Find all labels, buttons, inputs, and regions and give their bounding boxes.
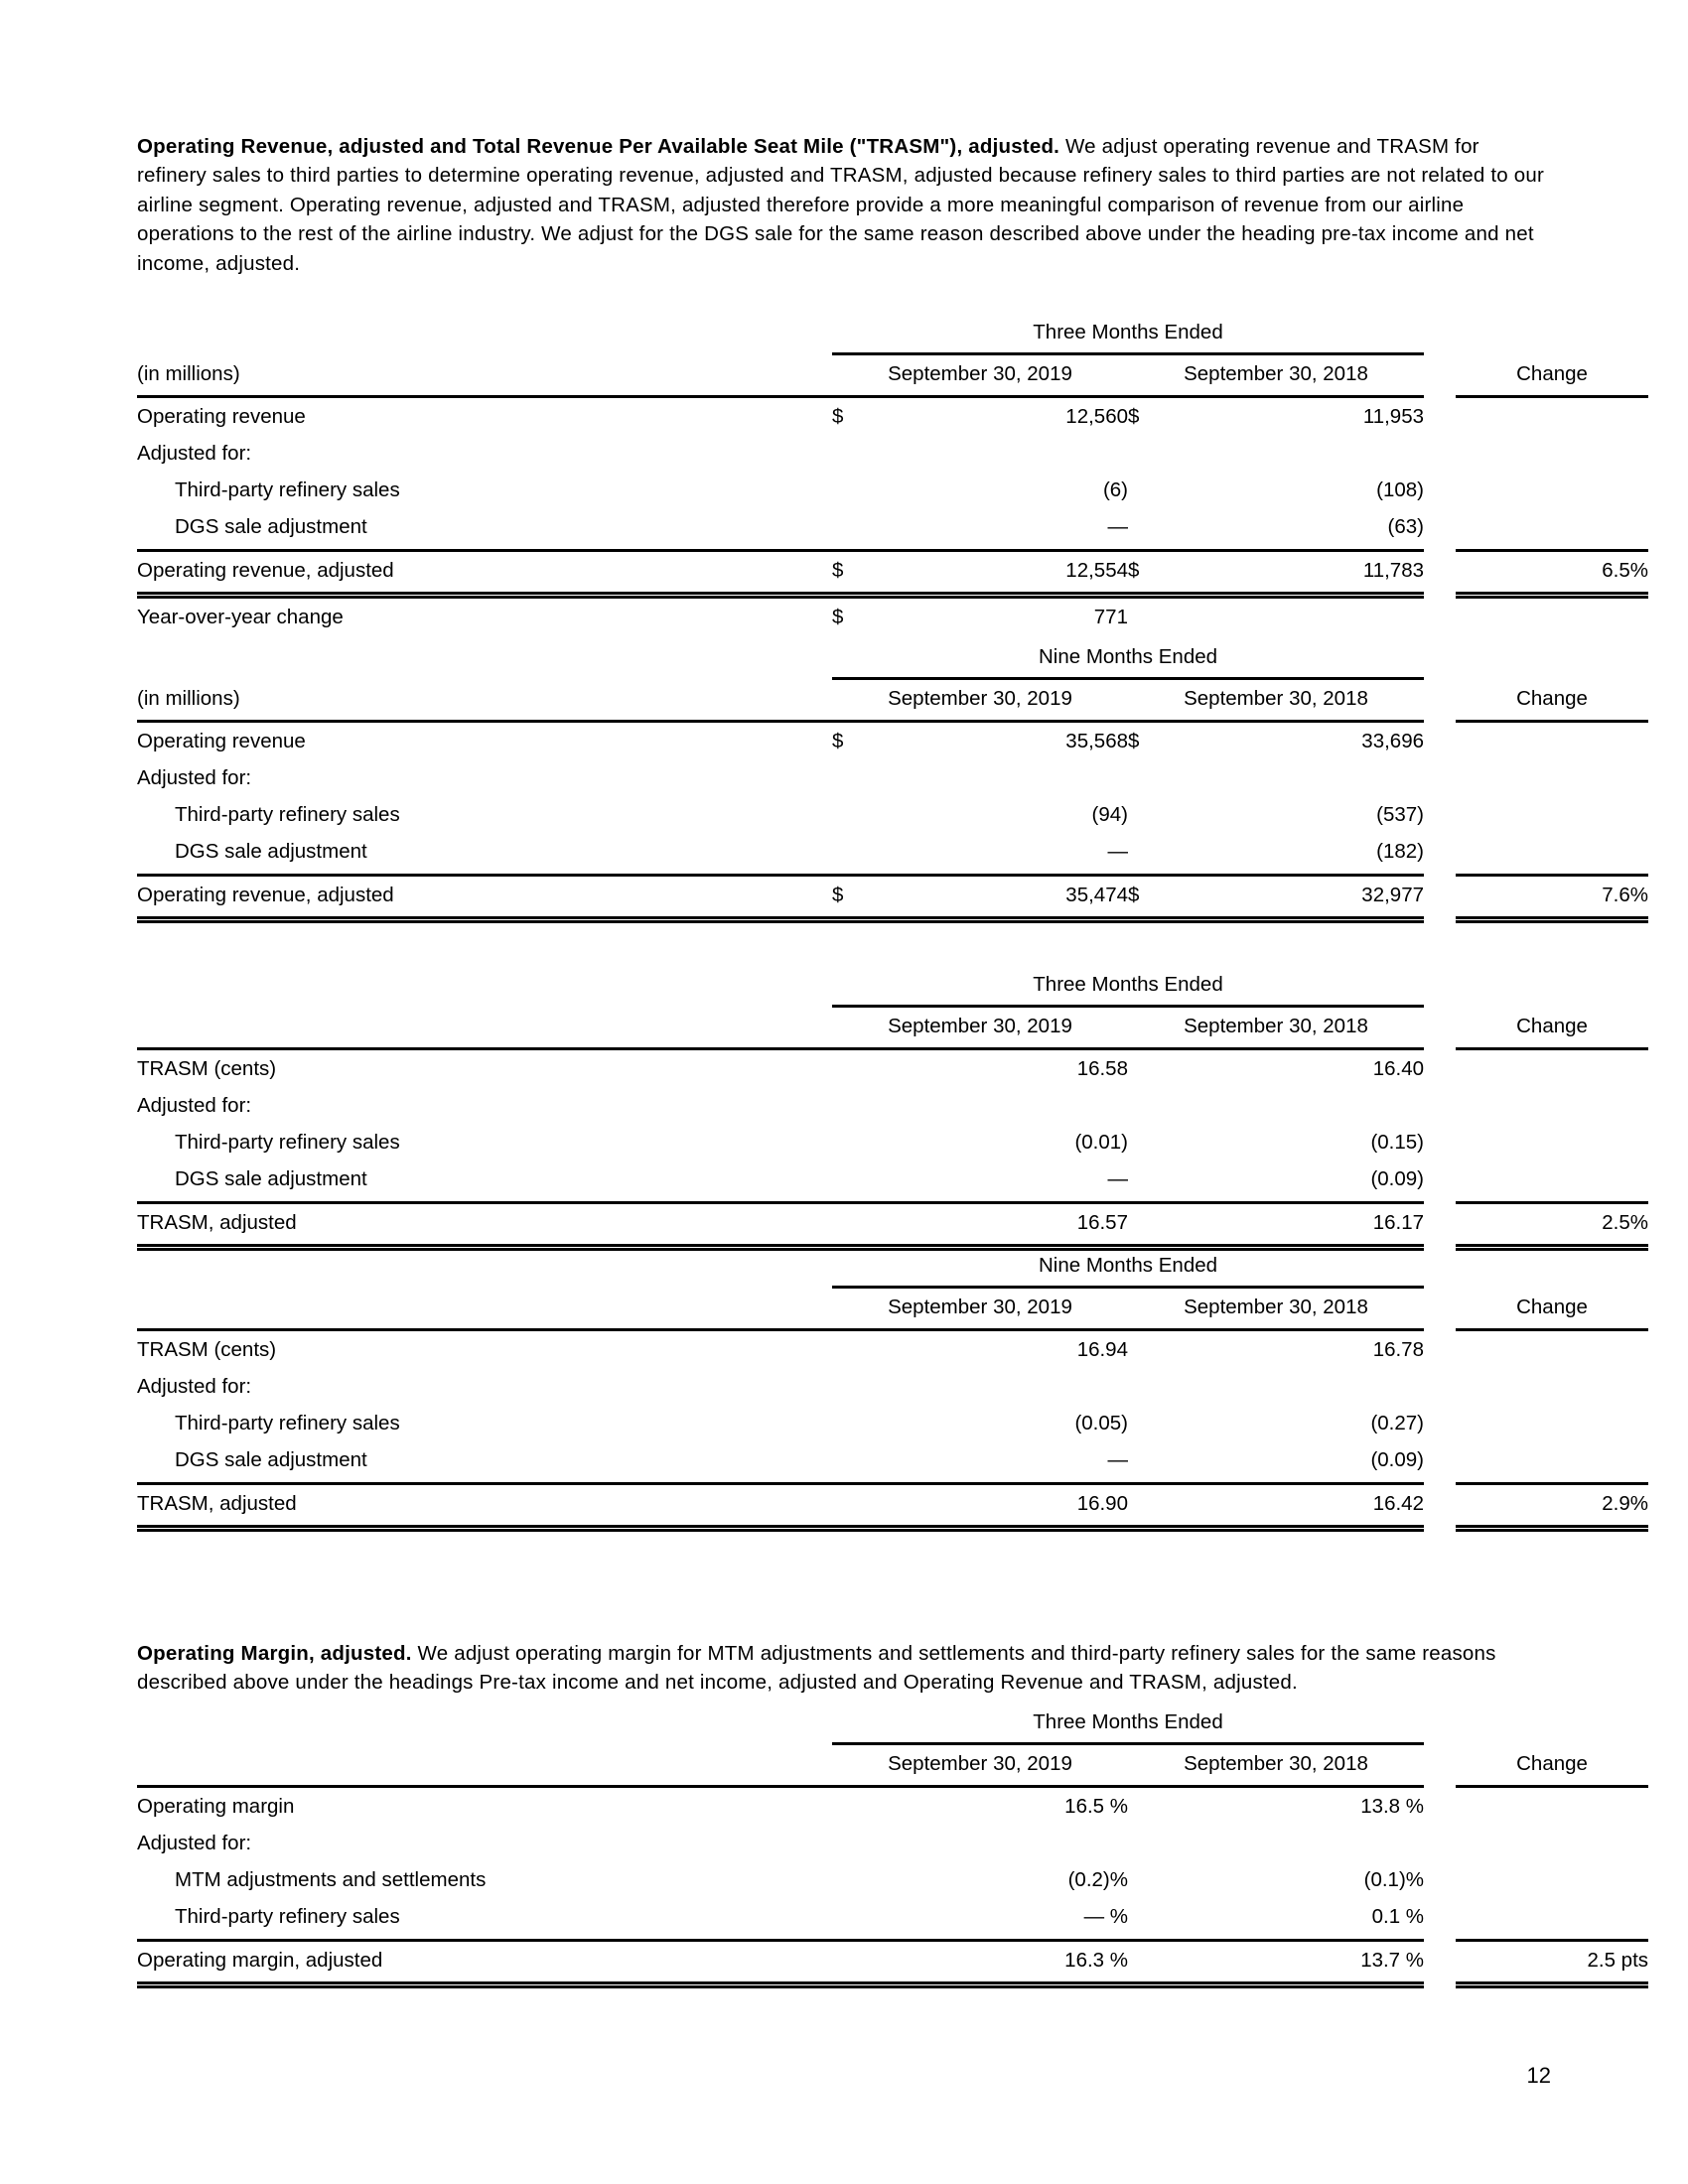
table-operating-revenue-three-months [137, 316, 1648, 635]
table-column-header-row [137, 1289, 1648, 1324]
value-2019: — [1107, 1167, 1128, 1190]
total-top-rule-row [137, 545, 1648, 552]
table-row [137, 508, 1648, 545]
total-label: Operating revenue, adjusted [137, 559, 394, 582]
value-2018: 33,696 [1361, 730, 1424, 752]
total-rule-main [137, 870, 1424, 877]
row-label: DGS sale adjustment [175, 1167, 367, 1190]
total-rule-main [137, 1935, 1424, 1942]
header-rule-change [1456, 1324, 1648, 1331]
double-rule-gap [1424, 1522, 1456, 1532]
units-label [137, 1289, 832, 1324]
currency-symbol-2018 [1128, 1160, 1172, 1197]
total-rule-gap [1424, 870, 1456, 877]
row-label: Adjusted for: [137, 1094, 252, 1117]
double-rule-gap [1424, 913, 1456, 923]
total-value-2018: 16.42 [1372, 1492, 1424, 1515]
currency-symbol-2018 [1128, 508, 1172, 545]
header-rule-main [137, 716, 1424, 723]
total-top-rule-row [137, 1197, 1648, 1204]
paragraph-operating-margin [137, 1639, 1549, 1698]
column-header-2018: September 30, 2018 [1184, 362, 1368, 385]
value-change [1456, 796, 1648, 833]
value-change [1456, 759, 1648, 796]
total-top-rule-row [137, 1478, 1648, 1485]
row-label: Third-party refinery sales [175, 478, 400, 501]
value-change [1456, 398, 1648, 435]
header-rule-change [1456, 1043, 1648, 1050]
currency-symbol-2018: $ [1128, 559, 1140, 582]
header-rule-gap [1424, 1043, 1456, 1050]
currency-symbol-2019 [832, 508, 876, 545]
column-header-2018: September 30, 2018 [1184, 1752, 1368, 1775]
currency-symbol-2018 [1128, 833, 1172, 870]
table-row [137, 1087, 1648, 1124]
table-row [137, 1788, 1648, 1825]
value-change [1456, 435, 1648, 472]
total-value-2019: 12,554 [1065, 559, 1128, 582]
total-rule-change [1456, 870, 1648, 877]
table-row [137, 723, 1648, 759]
table-total-row [137, 1485, 1648, 1522]
value-2019: 771 [1093, 606, 1128, 628]
table-row-after-total [137, 599, 1648, 635]
header-rule-gap [1424, 1781, 1456, 1788]
value-2018: (537) [1376, 803, 1424, 826]
total-bottom-rule-row [137, 1979, 1648, 1988]
currency-symbol-2018 [1128, 1405, 1172, 1441]
column-header-change: Change [1516, 1296, 1588, 1318]
value-change [1456, 1861, 1648, 1898]
column-header-change: Change [1516, 1752, 1588, 1775]
value-2018 [1172, 435, 1424, 472]
currency-symbol-2019 [832, 1050, 876, 1087]
total-label: TRASM, adjusted [137, 1492, 297, 1515]
currency-symbol-2019 [832, 1861, 876, 1898]
table-column-header-row [137, 1745, 1648, 1781]
currency-symbol-2018 [1128, 1331, 1172, 1368]
total-value-change: 6.5% [1602, 559, 1649, 582]
paragraph-lead-in: Operating Revenue, adjusted and Total Revenue Per Available Seat Mile ("TRASM"), adjusted. [137, 134, 1060, 158]
currency-symbol-2018 [1128, 1204, 1172, 1241]
column-header-2018: September 30, 2018 [1184, 1296, 1368, 1318]
paragraph-operating-revenue-trasm [137, 132, 1549, 279]
value-2018: (0.09) [1370, 1448, 1424, 1471]
total-bottom-rule-row [137, 913, 1648, 923]
total-rule-change [1456, 545, 1648, 552]
value-2019: — % [1083, 1905, 1128, 1928]
header-rule-gap [1424, 391, 1456, 398]
table-row [137, 1825, 1648, 1861]
row-label: Operating revenue [137, 730, 306, 752]
total-rule-main [137, 1478, 1424, 1485]
value-2018 [1172, 1368, 1424, 1405]
value-2018: (0.1)% [1363, 1868, 1425, 1891]
row-label: Third-party refinery sales [175, 1905, 400, 1928]
total-rule-change [1456, 1935, 1648, 1942]
units-label [137, 1745, 832, 1781]
row-label: DGS sale adjustment [175, 515, 367, 538]
table-group-header-row [137, 1706, 1648, 1739]
value-2018: (108) [1376, 478, 1425, 501]
double-rule-change [1456, 913, 1648, 923]
column-header-change: Change [1516, 1015, 1588, 1037]
currency-symbol-2019 [832, 1788, 876, 1825]
double-rule-main [137, 1522, 1424, 1532]
value-change [1456, 1825, 1648, 1861]
group-title: Three Months Ended [1033, 1710, 1223, 1733]
currency-symbol-2018 [1128, 1368, 1172, 1405]
table-group-header-row [137, 316, 1648, 349]
value-2019: — [1107, 515, 1128, 538]
value-change [1456, 599, 1648, 635]
table-row [137, 1050, 1648, 1087]
row-label: Operating revenue [137, 405, 306, 428]
value-2018 [1172, 1087, 1424, 1124]
value-change [1456, 1368, 1648, 1405]
page-number: 12 [1526, 2063, 1551, 2088]
value-change [1456, 1160, 1648, 1197]
value-2019: 16.58 [1076, 1057, 1128, 1080]
header-rule-main [137, 1324, 1424, 1331]
header-rule-row [137, 1043, 1648, 1050]
value-2019: — [1107, 840, 1128, 863]
total-value-2019: 35,474 [1065, 884, 1128, 906]
total-value-2019: 16.57 [1076, 1211, 1128, 1234]
group-title: Nine Months Ended [1038, 645, 1218, 668]
value-2018: 16.78 [1372, 1338, 1424, 1361]
table-row [137, 796, 1648, 833]
column-header-2019: September 30, 2019 [888, 362, 1072, 385]
currency-symbol-2019 [832, 435, 876, 472]
currency-symbol-2019 [832, 833, 876, 870]
value-change [1456, 723, 1648, 759]
header-rule-main [137, 1043, 1424, 1050]
total-value-2018: 32,977 [1361, 884, 1424, 906]
currency-symbol-2018 [1128, 1861, 1172, 1898]
currency-symbol-2019 [832, 1368, 876, 1405]
header-rule-main [137, 391, 1424, 398]
value-2018: (182) [1376, 840, 1424, 863]
table-trasm-three-months [137, 968, 1648, 1251]
value-2019: (94) [1091, 803, 1128, 826]
currency-symbol-2018 [1128, 1825, 1172, 1861]
double-rule-main [137, 1979, 1424, 1988]
total-value-change: 2.5 pts [1587, 1949, 1649, 1972]
header-rule-change [1456, 716, 1648, 723]
value-2019: (0.01) [1074, 1131, 1128, 1154]
value-change [1456, 1050, 1648, 1087]
currency-symbol-2018 [1128, 1942, 1172, 1979]
value-2018: (63) [1387, 515, 1425, 538]
value-2019: 12,560 [1065, 405, 1128, 428]
units-label: (in millions) [137, 362, 240, 385]
value-2019 [876, 759, 1128, 796]
value-change [1456, 1788, 1648, 1825]
row-label: DGS sale adjustment [175, 840, 367, 863]
column-header-2019: September 30, 2019 [888, 1752, 1072, 1775]
total-value-change: 7.6% [1602, 884, 1648, 906]
total-rule-main [137, 545, 1424, 552]
row-label: MTM adjustments and settlements [175, 1868, 487, 1891]
currency-symbol-2019 [832, 472, 876, 508]
units-label: (in millions) [137, 687, 240, 710]
row-label: DGS sale adjustment [175, 1448, 367, 1471]
value-2018 [1172, 1825, 1424, 1861]
table-total-row [137, 1204, 1648, 1241]
column-header-change: Change [1516, 362, 1588, 385]
total-bottom-rule-row [137, 1522, 1648, 1532]
table-group-header-row [137, 1249, 1648, 1283]
currency-symbol-2019: $ [832, 559, 844, 582]
currency-symbol-2019 [832, 1204, 876, 1241]
currency-symbol-2019 [832, 1485, 876, 1522]
currency-symbol-2019 [832, 1160, 876, 1197]
total-rule-change [1456, 1197, 1648, 1204]
column-header-2019: September 30, 2019 [888, 1296, 1072, 1318]
table-row [137, 1405, 1648, 1441]
column-header-2018: September 30, 2018 [1184, 687, 1368, 710]
currency-symbol-2018 [1128, 1087, 1172, 1124]
double-rule-change [1456, 1979, 1648, 1988]
table-group-header-row [137, 640, 1648, 674]
table-row [137, 1861, 1648, 1898]
table-column-header-row [137, 1008, 1648, 1043]
value-2019: (0.05) [1074, 1412, 1128, 1434]
table-operating-margin-three-months [137, 1706, 1648, 1988]
double-rule-change [1456, 589, 1648, 599]
value-change [1456, 1441, 1648, 1478]
currency-symbol-2018 [1128, 796, 1172, 833]
value-2018: (0.09) [1370, 1167, 1425, 1190]
currency-symbol-2018: $ [1128, 730, 1140, 752]
value-2018: 16.40 [1372, 1057, 1425, 1080]
currency-symbol-2018 [1128, 1050, 1172, 1087]
table-group-header-row [137, 968, 1648, 1002]
value-change [1456, 833, 1648, 870]
currency-symbol-2019: $ [832, 730, 844, 752]
currency-symbol-2019 [832, 796, 876, 833]
value-2019: — [1107, 1448, 1128, 1471]
total-top-rule-row [137, 870, 1648, 877]
row-label: Adjusted for: [137, 442, 252, 465]
table-operating-revenue-nine-months [137, 640, 1648, 923]
table-row [137, 1124, 1648, 1160]
value-2018 [1172, 599, 1424, 635]
column-header-2019: September 30, 2019 [888, 1015, 1072, 1037]
table-row [137, 1898, 1648, 1935]
header-rule-row [137, 716, 1648, 723]
table-row [137, 759, 1648, 796]
currency-symbol-2019: $ [832, 405, 844, 428]
header-rule-row [137, 1324, 1648, 1331]
total-value-2018: 11,783 [1362, 559, 1425, 582]
header-rule-change [1456, 391, 1648, 398]
paragraph-lead-in: Operating Margin, adjusted. [137, 1641, 412, 1665]
currency-symbol-2018 [1128, 1124, 1172, 1160]
value-2018: (0.27) [1370, 1412, 1424, 1434]
double-rule-main [137, 589, 1424, 599]
currency-symbol-2019 [832, 1898, 876, 1935]
value-2019: (6) [1102, 478, 1128, 501]
table-total-row [137, 552, 1648, 589]
total-value-2019: 16.90 [1076, 1492, 1128, 1515]
currency-symbol-2018 [1128, 472, 1172, 508]
row-label: Adjusted for: [137, 1832, 252, 1854]
value-2018: 0.1 % [1371, 1905, 1425, 1928]
value-2019: 16.5 % [1064, 1795, 1128, 1818]
units-label [137, 1008, 832, 1043]
table-row [137, 1160, 1648, 1197]
column-header-2019: September 30, 2019 [888, 687, 1072, 710]
row-label: Third-party refinery sales [175, 803, 400, 826]
total-label: Operating margin, adjusted [137, 1949, 383, 1972]
total-rule-change [1456, 1478, 1648, 1485]
value-2018: 13.8 % [1360, 1795, 1425, 1818]
double-rule-main [137, 913, 1424, 923]
header-rule-row [137, 1781, 1648, 1788]
total-value-2018: 16.17 [1372, 1211, 1425, 1234]
total-rule-gap [1424, 545, 1456, 552]
table-total-row [137, 877, 1648, 913]
table-column-header-row [137, 355, 1648, 391]
value-2018: (0.15) [1370, 1131, 1425, 1154]
table-row [137, 1441, 1648, 1478]
paragraph-body: We adjust operating margin for MTM adjustments and settlements and third-party refinery sales for the same reasons described above under the headings Pre-tax income and net income, adjusted and Operating Revenue and TRASM, adjusted. [137, 1641, 1496, 1694]
row-label: Adjusted for: [137, 1375, 252, 1398]
currency-symbol-2018 [1128, 599, 1172, 635]
table-row [137, 1331, 1648, 1368]
currency-symbol-2019 [832, 759, 876, 796]
paragraph-body: We adjust operating revenue and TRASM for refinery sales to third parties to determine operating revenue, adjusted and TRASM, adjusted because refinery sales to third parties are not related to our airline segment. Operating revenue, adjusted and TRASM, adjusted therefore provide a more meaningful comparison of revenue from our airline operations to the rest of the airline industry. We adjust for the DGS sale for the same reason described above under the heading pre-tax income and net income, adjusted. [137, 134, 1545, 275]
currency-symbol-2018 [1128, 759, 1172, 796]
table-column-header-row [137, 680, 1648, 716]
value-change [1456, 1331, 1648, 1368]
currency-symbol-2019 [832, 1405, 876, 1441]
double-rule-gap [1424, 1979, 1456, 1988]
table-total-row [137, 1942, 1648, 1979]
currency-symbol-2019 [832, 1441, 876, 1478]
currency-symbol-2019 [832, 1087, 876, 1124]
header-rule-change [1456, 1781, 1648, 1788]
total-label: Operating revenue, adjusted [137, 884, 394, 906]
total-label: TRASM, adjusted [137, 1211, 297, 1234]
total-value-2019: 16.3 % [1064, 1949, 1128, 1972]
currency-symbol-2018 [1128, 1898, 1172, 1935]
total-value-change: 2.9% [1602, 1492, 1648, 1515]
group-title: Three Months Ended [1033, 973, 1223, 996]
value-change [1456, 1124, 1648, 1160]
currency-symbol-2019 [832, 1124, 876, 1160]
header-rule-main [137, 1781, 1424, 1788]
row-label: TRASM (cents) [137, 1338, 277, 1361]
column-header-change: Change [1516, 687, 1588, 710]
total-top-rule-row [137, 1935, 1648, 1942]
total-value-change: 2.5% [1602, 1211, 1649, 1234]
value-2019 [876, 1368, 1128, 1405]
currency-symbol-2019 [832, 1942, 876, 1979]
value-change [1456, 1898, 1648, 1935]
value-2019: 16.94 [1076, 1338, 1128, 1361]
column-header-2018: September 30, 2018 [1184, 1015, 1368, 1037]
double-rule-gap [1424, 589, 1456, 599]
currency-symbol-2019 [832, 1825, 876, 1861]
currency-symbol-2018 [1128, 1441, 1172, 1478]
value-change [1456, 472, 1648, 508]
currency-symbol-2019: $ [832, 606, 844, 628]
total-rule-main [137, 1197, 1424, 1204]
table-row [137, 472, 1648, 508]
table-row [137, 398, 1648, 435]
total-value-2018: 13.7 % [1360, 1949, 1425, 1972]
currency-symbol-2018 [1128, 435, 1172, 472]
value-2018 [1172, 759, 1424, 796]
table-row [137, 1368, 1648, 1405]
header-rule-row [137, 391, 1648, 398]
group-title: Three Months Ended [1033, 321, 1223, 343]
table-trasm-nine-months [137, 1249, 1648, 1532]
row-label: Year-over-year change [137, 606, 344, 628]
currency-symbol-2019: $ [832, 884, 844, 906]
value-change [1456, 508, 1648, 545]
total-rule-gap [1424, 1478, 1456, 1485]
currency-symbol-2018: $ [1128, 405, 1140, 428]
row-label: Third-party refinery sales [175, 1412, 400, 1434]
value-2019 [876, 1087, 1128, 1124]
currency-symbol-2018: $ [1128, 884, 1140, 906]
value-change [1456, 1087, 1648, 1124]
row-label: Third-party refinery sales [175, 1131, 400, 1154]
row-label: Adjusted for: [137, 766, 252, 789]
total-rule-gap [1424, 1935, 1456, 1942]
table-row [137, 435, 1648, 472]
row-label: Operating margin [137, 1795, 295, 1818]
currency-symbol-2019 [832, 1331, 876, 1368]
total-rule-gap [1424, 1197, 1456, 1204]
row-label: TRASM (cents) [137, 1057, 277, 1080]
double-rule-change [1456, 1522, 1648, 1532]
value-2019: 35,568 [1065, 730, 1128, 752]
currency-symbol-2018 [1128, 1485, 1172, 1522]
value-2019: (0.2)% [1067, 1868, 1128, 1891]
group-title: Nine Months Ended [1038, 1254, 1218, 1277]
value-change [1456, 1405, 1648, 1441]
value-2019 [876, 435, 1128, 472]
header-rule-gap [1424, 716, 1456, 723]
value-2019 [876, 1825, 1128, 1861]
value-2018: 11,953 [1362, 405, 1425, 428]
total-bottom-rule-row [137, 589, 1648, 599]
table-row [137, 833, 1648, 870]
header-rule-gap [1424, 1324, 1456, 1331]
currency-symbol-2018 [1128, 1788, 1172, 1825]
